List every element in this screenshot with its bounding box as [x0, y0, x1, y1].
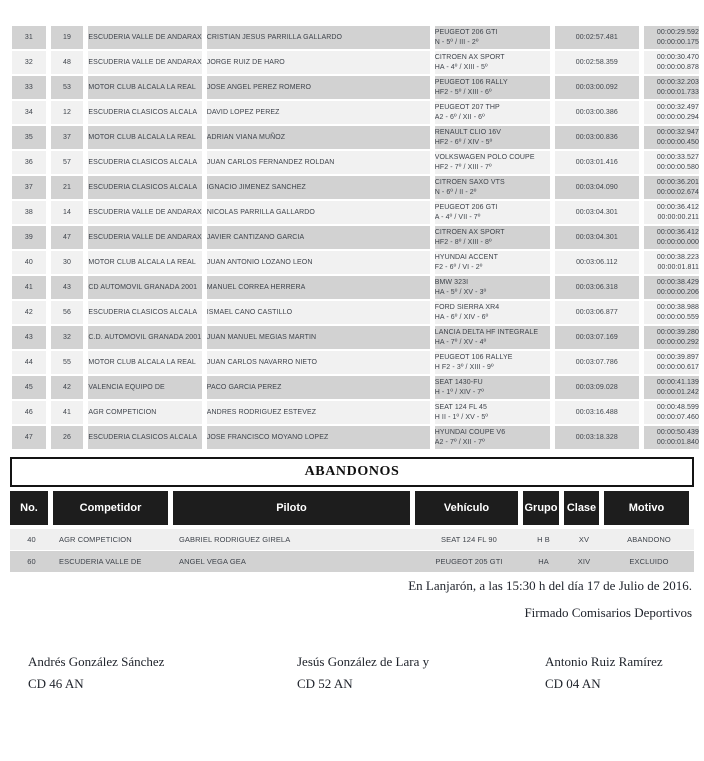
gap-cell	[644, 376, 699, 399]
table-row	[12, 226, 699, 249]
team-cell: C.D. AUTOMOVIL GRANADA 2001	[88, 326, 201, 349]
table-row	[12, 401, 699, 424]
time-cell: 00:03:01.416	[555, 151, 640, 174]
time-cell: 00:03:07.786	[555, 351, 640, 374]
team-cell: ESCUDERIA CLASICOS ALCALA	[88, 301, 201, 324]
signatory-name: Andrés González Sánchez	[28, 654, 165, 669]
time-cell: 00:03:16.488	[555, 401, 640, 424]
vehicle-name: RENAULT CLIO 16V	[434, 128, 502, 136]
driver-cell: MANUEL CORREA HERRERA	[207, 276, 430, 299]
vehicle-cell	[435, 401, 550, 424]
gap-cell	[644, 326, 699, 349]
position-cell: 46	[12, 401, 46, 424]
vehicle-cell	[435, 301, 550, 324]
abandono-competidor: ESCUDERIA VALLE DE	[59, 557, 142, 566]
team-cell: ESCUDERIA CLASICOS ALCALA	[88, 176, 201, 199]
driver-cell: JUAN MANUEL MEGIAS MARTIN	[207, 326, 430, 349]
signatory-1	[28, 651, 164, 695]
time-cell: 00:03:06.318	[555, 276, 640, 299]
vehicle-cell	[435, 251, 550, 274]
driver-cell: NICOLAS PARRILLA GALLARDO	[207, 201, 430, 224]
time-cell: 00:03:00.092	[555, 76, 640, 99]
vehicle-name: CITROEN AX SPORT	[434, 228, 505, 236]
team-cell: MOTOR CLUB ALCALA LA REAL	[88, 126, 201, 149]
position-cell: 35	[12, 126, 46, 149]
gap-to-previous: 00:00:07.460	[656, 413, 699, 421]
abandono-clase: XIV	[577, 557, 591, 566]
vehicle-name: PEUGEOT 106 RALLYE	[434, 353, 513, 361]
abandono-row	[10, 551, 694, 572]
abandono-piloto: GABRIEL RODRIGUEZ GIRELA	[179, 535, 291, 544]
table-row	[12, 26, 699, 49]
vehicle-name: SEAT 124 FL 45	[434, 403, 487, 411]
gap-cell	[644, 26, 699, 49]
table-row	[12, 51, 699, 74]
header-piloto: Piloto	[173, 491, 410, 525]
header-motivo: Motivo	[604, 491, 689, 525]
abandono-row	[10, 529, 694, 550]
vehicle-cell	[435, 226, 550, 249]
car-number-cell: 37	[51, 126, 84, 149]
car-number-cell: 30	[51, 251, 84, 274]
driver-cell: IGNACIO JIMENEZ SANCHEZ	[207, 176, 430, 199]
abandono-vehiculo: SEAT 124 FL 90	[441, 535, 497, 544]
vehicle-cell	[435, 176, 550, 199]
gap-to-leader: 00:00:38.429	[656, 278, 699, 286]
vehicle-name: CITROEN AX SPORT	[434, 53, 505, 61]
gap-cell	[644, 426, 699, 449]
abandono-piloto: ANGEL VEGA GEA	[179, 557, 246, 566]
car-number-cell: 55	[51, 351, 84, 374]
time-cell: 00:03:00.386	[555, 101, 640, 124]
time-cell: 00:03:04.090	[555, 176, 640, 199]
gap-to-previous: 00:00:00.175	[656, 38, 699, 46]
vehicle-class-standing: A2 - 7º / XII - 7º	[434, 438, 485, 446]
gap-cell	[644, 201, 699, 224]
time-cell: 00:02:57.481	[555, 26, 640, 49]
gap-cell	[644, 401, 699, 424]
gap-to-leader: 00:00:48.599	[656, 403, 699, 411]
gap-to-leader: 00:00:36.412	[656, 203, 699, 211]
driver-cell: JOSE FRANCISCO MOYANO LOPEZ	[207, 426, 430, 449]
vehicle-name: VOLKSWAGEN POLO COUPE	[434, 153, 535, 161]
time-cell: 00:03:06.112	[555, 251, 640, 274]
vehicle-name: LANCIA DELTA HF INTEGRALE	[434, 328, 539, 336]
gap-cell	[644, 51, 699, 74]
vehicle-class-standing: HA - 6º / XIV - 6º	[434, 313, 489, 321]
position-cell: 40	[12, 251, 46, 274]
gap-to-previous: 00:00:00.294	[656, 113, 699, 121]
vehicle-cell	[435, 426, 550, 449]
vehicle-cell	[435, 151, 550, 174]
vehicle-cell	[435, 26, 550, 49]
vehicle-cell	[435, 376, 550, 399]
car-number-cell: 32	[51, 326, 84, 349]
gap-cell	[644, 276, 699, 299]
results-body	[12, 26, 699, 449]
position-cell: 34	[12, 101, 46, 124]
vehicle-class-standing: N - 5º / III - 2º	[434, 38, 479, 46]
signatory-license: CD 04 AN	[545, 676, 601, 691]
signatory-license: CD 52 AN	[297, 676, 353, 691]
gap-to-leader: 00:00:36.201	[656, 178, 699, 186]
abandono-number: 60	[27, 557, 36, 566]
gap-to-previous: 00:00:00.878	[656, 63, 699, 71]
vehicle-cell	[435, 201, 550, 224]
gap-cell	[644, 76, 699, 99]
signatory-2	[297, 651, 429, 695]
car-number-cell: 14	[51, 201, 84, 224]
gap-cell	[644, 101, 699, 124]
table-row	[12, 101, 699, 124]
car-number-cell: 42	[51, 376, 84, 399]
gap-cell	[644, 251, 699, 274]
vehicle-cell	[435, 276, 550, 299]
position-cell: 43	[12, 326, 46, 349]
gap-to-leader: 00:00:50.439	[656, 428, 699, 436]
vehicle-name: CITROEN SAXO VTS	[434, 178, 505, 186]
abandono-number: 40	[27, 535, 36, 544]
position-cell: 41	[12, 276, 46, 299]
position-cell: 33	[12, 76, 46, 99]
team-cell: MOTOR CLUB ALCALA LA REAL	[88, 351, 201, 374]
position-cell: 47	[12, 426, 46, 449]
vehicle-cell	[435, 351, 550, 374]
gap-to-leader: 00:00:32.203	[656, 78, 699, 86]
gap-to-leader: 00:00:39.280	[656, 328, 699, 336]
team-cell: AGR COMPETICION	[88, 401, 201, 424]
place-date-line: En Lanjarón, a las 15:30 h del día 17 de Julio de 2016.	[408, 578, 692, 593]
header-grupo: Grupo	[523, 491, 559, 525]
vehicle-name: BMW 323I	[434, 278, 469, 286]
car-number-cell: 12	[51, 101, 84, 124]
signatory-license: CD 46 AN	[28, 676, 84, 691]
vehicle-name: PEUGEOT 206 GTI	[434, 28, 498, 36]
position-cell: 36	[12, 151, 46, 174]
vehicle-cell	[435, 126, 550, 149]
vehicle-class-standing: HF2 - 6º / XIV - 5º	[434, 138, 493, 146]
results-table	[7, 24, 704, 451]
table-row	[12, 126, 699, 149]
car-number-cell: 48	[51, 51, 84, 74]
vehicle-name: SEAT 1430-FU	[434, 378, 483, 386]
position-cell: 32	[12, 51, 46, 74]
abandono-grupo: HA	[538, 557, 549, 566]
header-no: No.	[10, 491, 48, 525]
time-cell: 00:02:58.359	[555, 51, 640, 74]
vehicle-class-standing: HA - 5º / XV - 3º	[434, 288, 487, 296]
position-cell: 44	[12, 351, 46, 374]
time-cell: 00:03:06.877	[555, 301, 640, 324]
header-competidor: Competidor	[53, 491, 168, 525]
team-cell: ESCUDERIA VALLE DE ANDARAX	[88, 51, 201, 74]
car-number-cell: 56	[51, 301, 84, 324]
team-cell: ESCUDERIA VALLE DE ANDARAX	[88, 201, 201, 224]
vehicle-class-standing: HA - 4º / XIII - 5º	[434, 63, 488, 71]
gap-to-leader: 00:00:41.139	[656, 378, 699, 386]
vehicle-class-standing: HF2 - 7º / XIII - 7º	[434, 163, 492, 171]
driver-cell: ADRIAN VIANA MUÑOZ	[207, 126, 430, 149]
gap-to-previous: 00:00:01.242	[656, 388, 699, 396]
time-cell: 00:03:04.301	[555, 226, 640, 249]
vehicle-name: PEUGEOT 106 RALLY	[434, 78, 508, 86]
team-cell: MOTOR CLUB ALCALA LA REAL	[88, 251, 201, 274]
driver-cell: JUAN ANTONIO LOZANO LEON	[207, 251, 430, 274]
gap-to-previous: 00:00:00.559	[656, 313, 699, 321]
vehicle-cell	[435, 326, 550, 349]
vehicle-class-standing: H F2 - 3º / XIII - 9º	[434, 363, 494, 371]
abandonos-header-table	[5, 487, 694, 529]
vehicle-name: FORD SIERRA XR4	[434, 303, 500, 311]
abandono-motivo: ABANDONO	[627, 535, 671, 544]
signatory-3	[545, 651, 663, 695]
vehicle-cell	[435, 76, 550, 99]
abandono-grupo: H B	[537, 535, 550, 544]
position-cell: 39	[12, 226, 46, 249]
driver-cell: CRISTIAN JESUS PARRILLA GALLARDO	[207, 26, 430, 49]
gap-cell	[644, 176, 699, 199]
gap-to-previous: 00:00:00.292	[656, 338, 699, 346]
car-number-cell: 19	[51, 26, 84, 49]
car-number-cell: 57	[51, 151, 84, 174]
gap-cell	[644, 351, 699, 374]
header-clase: Clase	[564, 491, 599, 525]
abandonos-title-box	[10, 457, 694, 487]
vehicle-class-standing: HF2 - 8º / XIII - 8º	[434, 238, 492, 246]
vehicle-name: PEUGEOT 207 THP	[434, 103, 500, 111]
abandonos-title: ABANDONOS	[304, 464, 400, 479]
time-cell: 00:03:04.301	[555, 201, 640, 224]
vehicle-class-standing: A - 4º / VII - 7º	[434, 213, 481, 221]
vehicle-name: HYUNDAI COUPE V6	[434, 428, 506, 436]
gap-to-leader: 00:00:32.497	[656, 103, 699, 111]
gap-to-previous: 00:00:00.206	[656, 288, 699, 296]
signatory-name: Antonio Ruiz Ramírez	[545, 654, 663, 669]
gap-to-leader: 00:00:33.527	[656, 153, 699, 161]
team-cell: ESCUDERIA VALLE DE ANDARAX	[88, 226, 201, 249]
table-row	[12, 426, 699, 449]
vehicle-class-standing: N - 6º / II - 2º	[434, 188, 477, 196]
gap-to-leader: 00:00:30.470	[656, 53, 699, 61]
driver-cell: JOSE ANGEL PEREZ ROMERO	[207, 76, 430, 99]
vehicle-name: HYUNDAI ACCENT	[434, 253, 498, 261]
table-row	[12, 351, 699, 374]
table-row	[12, 376, 699, 399]
gap-to-previous: 00:00:02.674	[656, 188, 699, 196]
signatures-area	[0, 651, 704, 761]
gap-to-previous: 00:00:00.450	[656, 138, 699, 146]
position-cell: 31	[12, 26, 46, 49]
position-cell: 37	[12, 176, 46, 199]
vehicle-cell	[435, 101, 550, 124]
team-cell: ESCUDERIA CLASICOS ALCALA	[88, 101, 201, 124]
table-row	[12, 301, 699, 324]
gap-to-previous: 00:00:00.000	[656, 238, 699, 246]
gap-to-leader: 00:00:32.947	[656, 128, 699, 136]
gap-cell	[644, 151, 699, 174]
gap-to-previous: 00:00:01.840	[656, 438, 699, 446]
table-row	[12, 76, 699, 99]
position-cell: 45	[12, 376, 46, 399]
vehicle-name: PEUGEOT 206 GTI	[434, 203, 498, 211]
time-cell: 00:03:00.836	[555, 126, 640, 149]
table-row	[12, 176, 699, 199]
team-cell: ESCUDERIA CLASICOS ALCALA	[88, 426, 201, 449]
gap-to-previous: 00:00:00.580	[656, 163, 699, 171]
vehicle-class-standing: A2 - 6º / XII - 6º	[434, 113, 485, 121]
driver-cell: JAVIER CANTIZANO GARCIA	[207, 226, 430, 249]
time-cell: 00:03:09.028	[555, 376, 640, 399]
abandonos-header-row	[10, 491, 689, 525]
driver-cell: PACO GARCIA PEREZ	[207, 376, 430, 399]
gap-to-leader: 00:00:29.592	[656, 28, 699, 36]
car-number-cell: 43	[51, 276, 84, 299]
gap-to-previous: 00:00:00.211	[657, 213, 699, 221]
gap-to-previous: 00:00:00.617	[656, 363, 699, 371]
gap-to-leader: 00:00:38.223	[656, 253, 699, 261]
time-cell: 00:03:07.169	[555, 326, 640, 349]
abandono-competidor: AGR COMPETICION	[59, 535, 132, 544]
driver-cell: ISMAEL CANO CASTILLO	[207, 301, 430, 324]
gap-to-leader: 00:00:36.412	[656, 228, 699, 236]
car-number-cell: 41	[51, 401, 84, 424]
table-row	[12, 151, 699, 174]
time-cell: 00:03:18.328	[555, 426, 640, 449]
team-cell: MOTOR CLUB ALCALA LA REAL	[88, 76, 201, 99]
signed-by-line: Firmado Comisarios Deportivos	[524, 605, 692, 620]
driver-cell: JUAN CARLOS NAVARRO NIETO	[207, 351, 430, 374]
gap-cell	[644, 226, 699, 249]
driver-cell: ANDRES RODRIGUEZ ESTEVEZ	[207, 401, 430, 424]
gap-cell	[644, 301, 699, 324]
signatory-name: Jesús González de Lara y	[297, 654, 430, 669]
vehicle-class-standing: H II - 1º / XV - 5º	[434, 413, 489, 421]
team-cell: ESCUDERIA VALLE DE ANDARAX	[88, 26, 201, 49]
driver-cell: JUAN CARLOS FERNANDEZ ROLDAN	[207, 151, 430, 174]
vehicle-class-standing: HA - 7º / XV - 4º	[434, 338, 487, 346]
header-vehiculo: Vehículo	[415, 491, 518, 525]
vehicle-class-standing: H - 1º / XIV - 7º	[434, 388, 484, 396]
abandono-vehiculo: PEUGEOT 205 GTI	[435, 557, 503, 566]
position-cell: 38	[12, 201, 46, 224]
driver-cell: JORGE RUIZ DE HARO	[207, 51, 430, 74]
team-cell: ESCUDERIA CLASICOS ALCALA	[88, 151, 201, 174]
abandono-clase: XV	[578, 535, 590, 544]
driver-cell: DAVID LOPEZ PEREZ	[207, 101, 430, 124]
position-cell: 42	[12, 301, 46, 324]
car-number-cell: 26	[51, 426, 84, 449]
table-row	[12, 276, 699, 299]
team-cell: CD AUTOMOVIL GRANADA 2001	[88, 276, 201, 299]
vehicle-class-standing: F2 - 6º / VI - 2º	[434, 263, 483, 271]
car-number-cell: 21	[51, 176, 84, 199]
gap-to-previous: 00:00:01.733	[656, 88, 699, 96]
table-row	[12, 201, 699, 224]
gap-to-previous: 00:00:01.811	[657, 263, 699, 271]
gap-cell	[644, 126, 699, 149]
abandonos-rows	[10, 529, 694, 572]
car-number-cell: 47	[51, 226, 84, 249]
table-row	[12, 326, 699, 349]
vehicle-cell	[435, 51, 550, 74]
abandono-motivo: EXCLUIDO	[629, 557, 669, 566]
table-row	[12, 251, 699, 274]
vehicle-class-standing: HF2 - 5º / XIII - 6º	[434, 88, 492, 96]
team-cell: VALENCIA EQUIPO DE	[88, 376, 201, 399]
gap-to-leader: 00:00:38.988	[656, 303, 699, 311]
gap-to-leader: 00:00:39.897	[656, 353, 699, 361]
car-number-cell: 53	[51, 76, 84, 99]
